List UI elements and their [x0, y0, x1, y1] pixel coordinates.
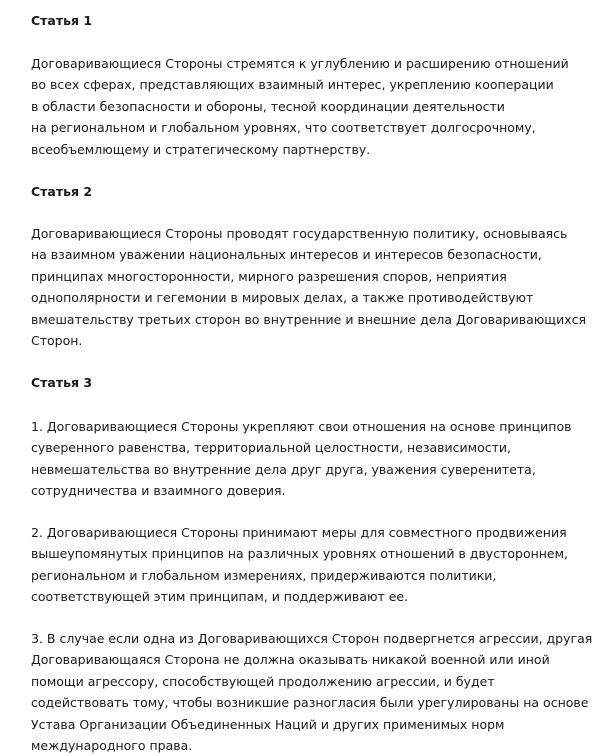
paragraph-line: однополярности и гегемонии в мировых делах, а также противодействуют: [31, 290, 534, 306]
paragraph-line: невмешательства во внутренние дела друг друга, уважения суверенитета,: [31, 461, 536, 477]
article-3-paragraph-2: [31, 522, 568, 608]
paragraph-line: 2. Договаривающиеся Стороны принимают меры для совместного продвижения: [31, 525, 567, 540]
paragraph-line: вышеупомянутых принципов на различных уровнях отношений в двустороннем,: [31, 546, 569, 562]
paragraph-line: Договаривающаяся Сторона не должна оказывать никакой военной или иной: [31, 652, 550, 668]
paragraph-line: Договаривающиеся Стороны проводят государственную политику, основываясь: [31, 226, 568, 241]
article-1-paragraph-1: [31, 53, 569, 160]
paragraph-line: 3. В случае если одна из Договаривающихся Сторон подвергнется агрессии, другая: [31, 631, 593, 646]
article-1: [31, 10, 92, 31]
paragraph-line: всеобъемлющему и стратегическому партнерству.: [31, 141, 371, 157]
paragraph-line: Устава Организации Объединенных Наций и других применимых норм: [31, 716, 505, 732]
article-3: [31, 372, 92, 393]
paragraph-line: 1. Договаривающиеся Стороны укрепляют свои отношения на основе принципов: [31, 419, 572, 434]
paragraph-line: вмешательству третьих сторон во внутренние и внешние дела Договаривающихся: [31, 311, 586, 327]
article-2: [31, 181, 92, 202]
paragraph-line: Сторон.: [31, 333, 83, 349]
article-heading: Статья 2: [31, 184, 93, 199]
paragraph-line: помощи агрессору, способствующей продолжению агрессии, и будет: [31, 673, 495, 689]
paragraph-line: международного права.: [31, 738, 193, 754]
paragraph-line: содействовать тому, чтобы возникшие разногласия были урегулированы на основе: [31, 695, 589, 711]
paragraph-line: соответствующей этим принципам, и поддерживают ее.: [31, 589, 409, 605]
paragraph-line: суверенного равенства, территориальной целостности, независимости,: [31, 440, 511, 456]
paragraph-line: на региональном и глобальном уровнях, что соответствует долгосрочному,: [31, 120, 536, 136]
paragraph-line: региональном и глобальном измерениях, придерживаются политики,: [31, 567, 497, 583]
paragraph-line: на взаимном уважении национальных интересов и интересов безопасности,: [31, 247, 542, 263]
paragraph-line: Договаривающиеся Стороны стремятся к углублению и расширению отношений: [31, 56, 569, 71]
paragraph-line: в области безопасности и обороны, тесной координации деятельности: [31, 98, 505, 114]
paragraph-line: сотрудничества и взаимного доверия.: [31, 483, 286, 499]
article-heading: Статья 1: [31, 13, 93, 28]
paragraph-line: принципах многосторонности, мирного разрешения споров, неприятия: [31, 268, 507, 284]
article-3-paragraph-3: [31, 628, 592, 756]
article-heading: Статья 3: [31, 375, 93, 390]
article-3-paragraph-1: [31, 416, 571, 502]
article-2-paragraph-1: [31, 223, 586, 351]
paragraph-line: во всех сферах, представляющих взаимный интерес, укреплению кооперации: [31, 77, 554, 93]
